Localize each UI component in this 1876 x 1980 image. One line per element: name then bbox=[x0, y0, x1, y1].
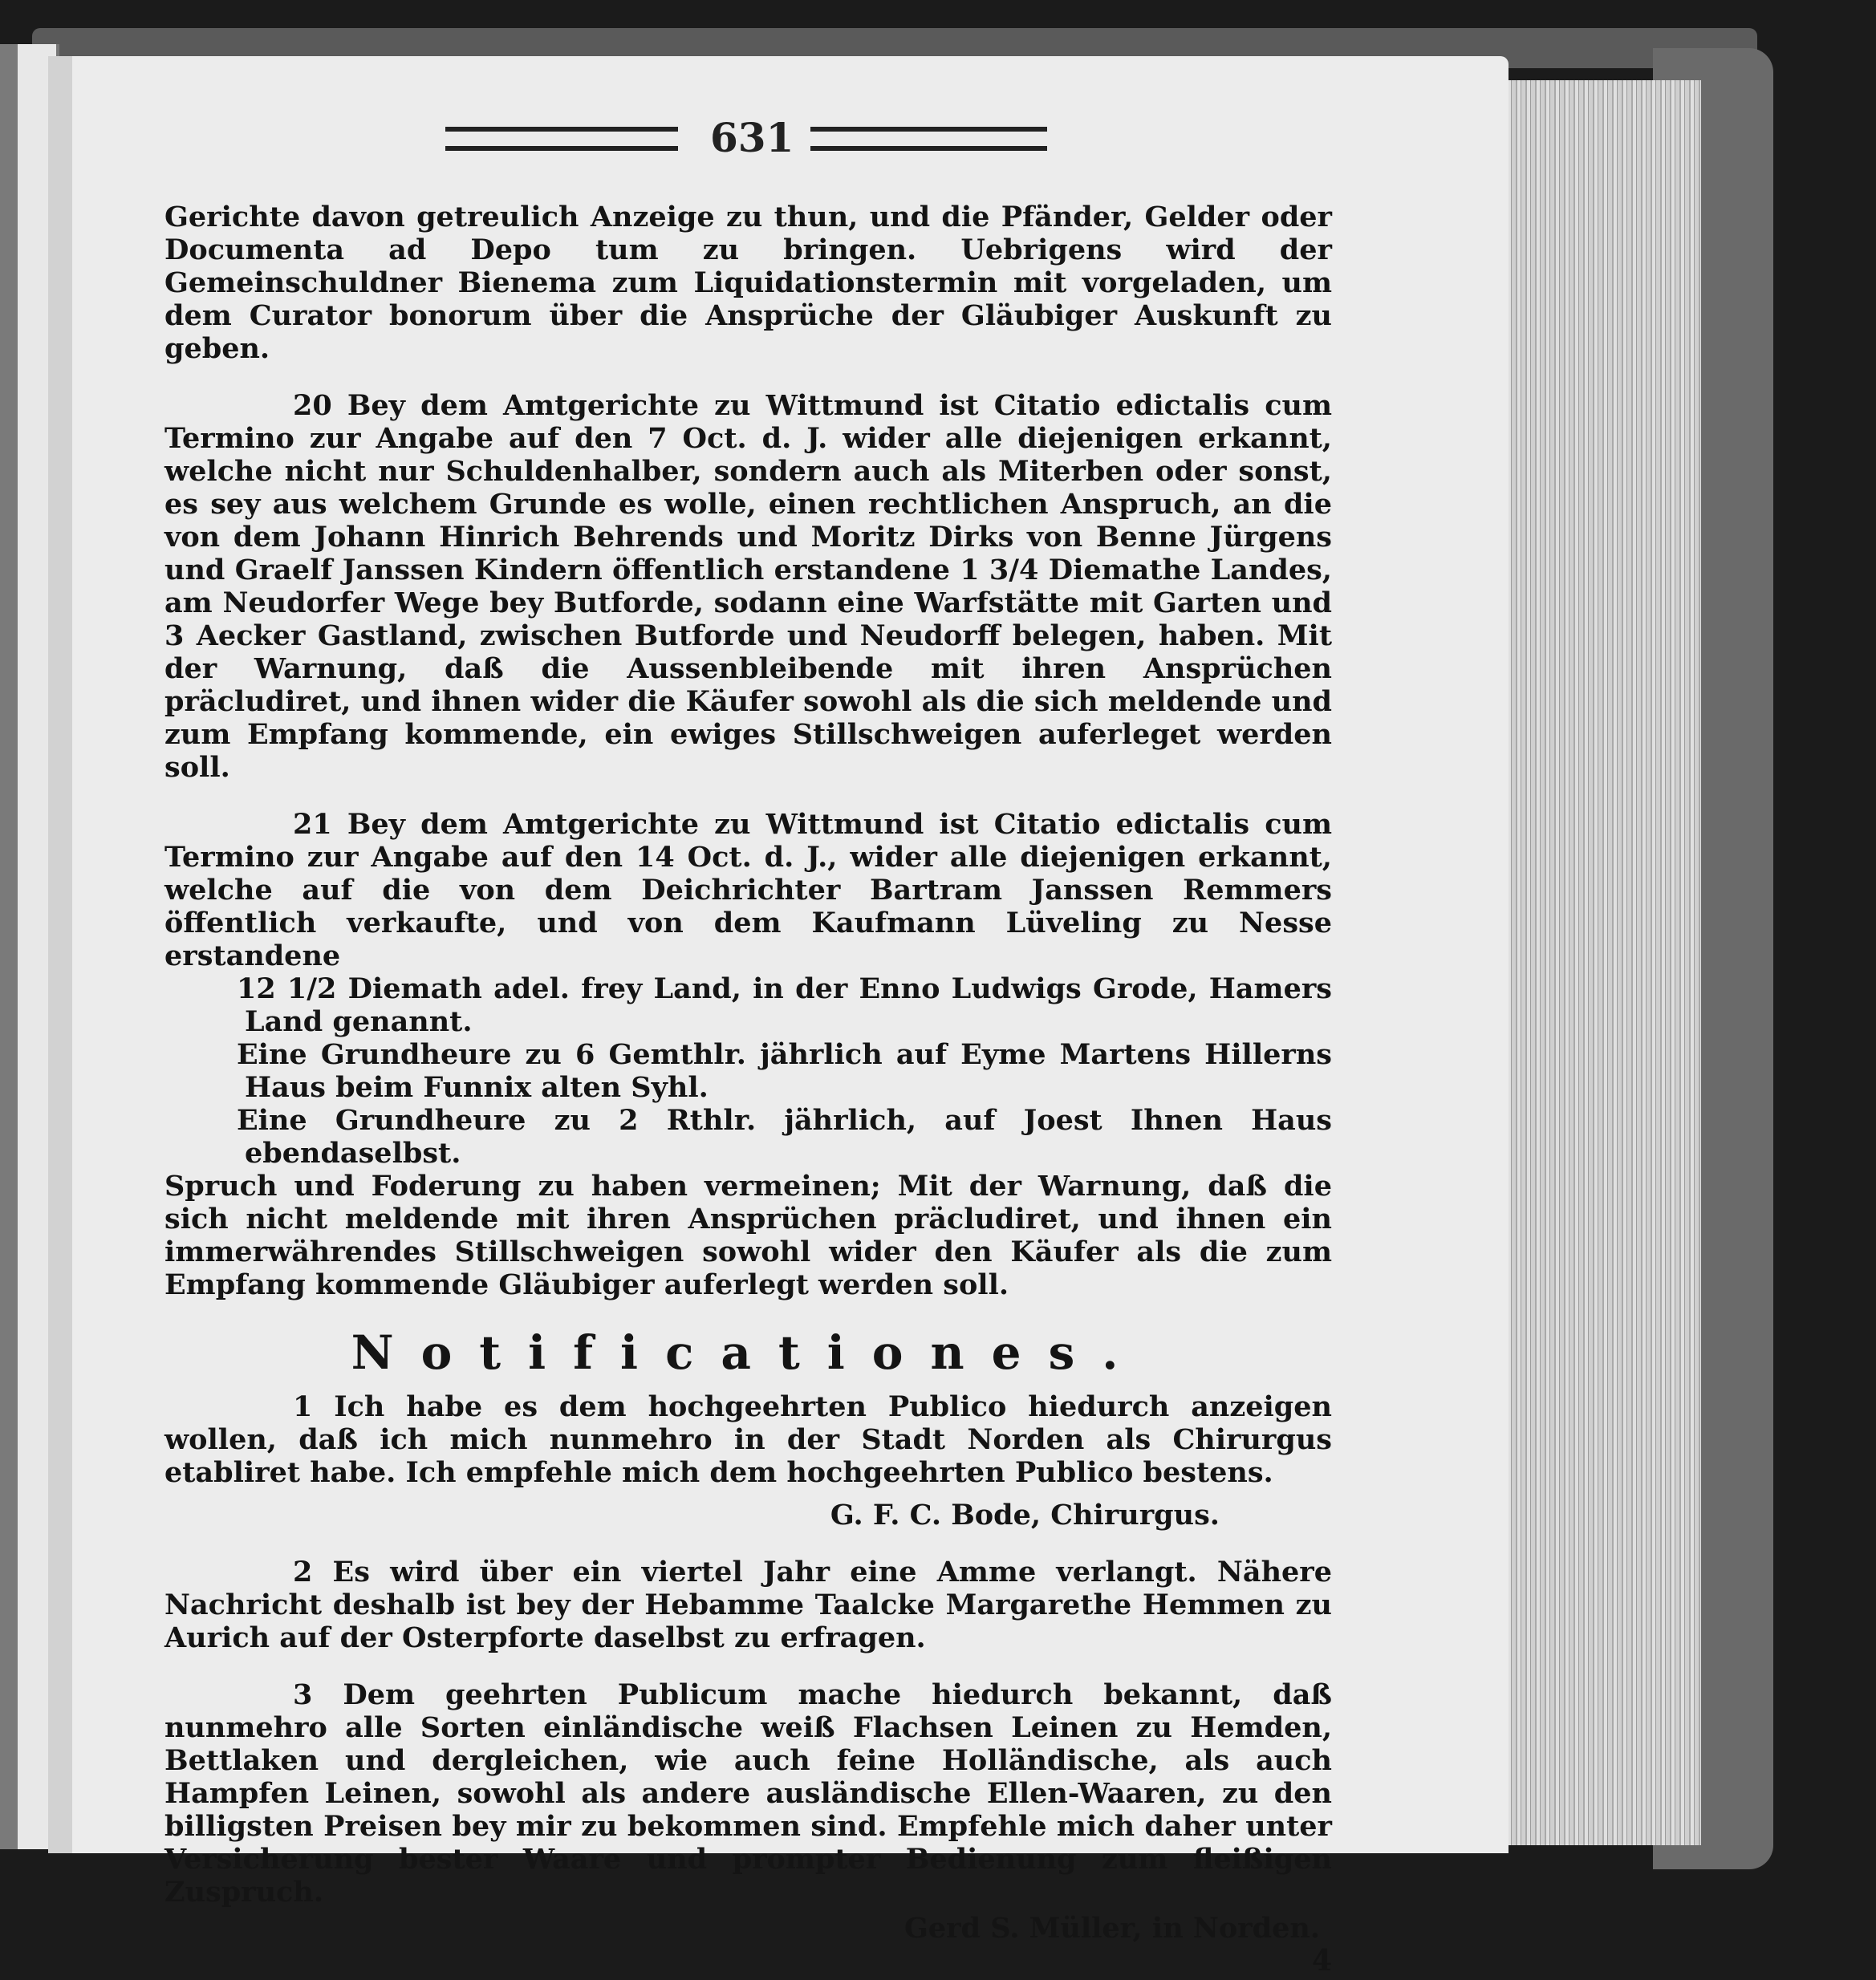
list-item: Eine Grundheure zu 6 Gemthlr. jährlich auf Eyme Martens Hillerns Haus beim Funnix alten Syhl. bbox=[237, 1038, 1332, 1104]
paragraph-21-closing: Spruch und Foderung zu haben vermeinen; Mit der Warnung, daß die sich nicht meldende mit ihren Ansprüchen präcludiret, und ihnen ein immerwährendes Stillschweigen sowohl wider den Käufer als die zum Empfang kommende Gläubiger auferlegt werden soll. bbox=[164, 1170, 1332, 1301]
page-number: 631 bbox=[710, 114, 794, 161]
paragraph-21: 21 Bey dem Amtgerichte zu Wittmund ist Citatio edictalis cum Termino zur Angabe auf den 14 Oct. d. J., wider alle diejenigen erkannt, welche auf die von dem Deichrichter Bartram Janssen Remmers öffentlich verkaufte, und von dem Kaufmann Lüveling zu Nesse erstandene bbox=[164, 808, 1332, 972]
notice-1: 1 Ich habe es dem hochgeehrten Publico hiedurch anzeigen wollen, daß ich mich nunmehro in der Stadt Norden als Chirurgus etabliret habe. Ich empfehle mich dem hochgeehrten Publico bestens. bbox=[164, 1390, 1332, 1489]
custos-catchword: 4 bbox=[1311, 1944, 1332, 1978]
facing-page-shadow bbox=[0, 44, 18, 1849]
section-heading: Notificationes. bbox=[351, 1325, 1146, 1380]
paragraph-20: 20 Bey dem Amtgerichte zu Wittmund ist Citatio edictalis cum Termino zur Angabe auf den 7 Oct. d. J. wider alle diejenigen erkannt, welche nicht nur Schuldenhalber, sondern auch als Miterben oder sonst, es sey aus welchem Grunde es wolle, einen rechtlichen Anspruch, an die von dem Johann Hinrich Behrends und Moritz Dirks von Benne Jürgens und Graelf Janssen Kindern öffentlich erstandene 1 3/4 Diemathe Landes, am Neudorfer Wege bey Butforde, sodann eine Warfstätte mit Garten und 3 Aecker Gastland, zwischen Butforde und Neudorff belegen, haben. Mit der Warnung, daß die Aussenbleibende mit ihren Ansprüchen präcludiret, und ihnen wider die Käufer sowohl als die sich meldende und zum Empfang kommende, ein ewiges Stillschweigen auferleget werden soll. bbox=[164, 389, 1332, 784]
paragraph-continuation: Gerichte davon getreulich Anzeige zu thun, und die Pfänder, Gelder oder Documenta ad Depo tum zu bringen. Uebrigens wird der Gemeinschuldner Bienema zum Liquidationstermin mit vorgeladen, um dem Curator bonorum über die Ansprüche der Gläubiger Auskunft zu geben. bbox=[164, 201, 1332, 365]
signature-mueller: Gerd S. Müller, in Norden. bbox=[903, 1912, 1320, 1945]
page-edges bbox=[1492, 80, 1701, 1845]
notice-2: 2 Es wird über ein viertel Jahr eine Amme verlangt. Nähere Nachricht deshalb ist bey der Hebamme Taalcke Margarethe Hemmen zu Aurich auf der Osterpforte daselbst zu erfragen. bbox=[164, 1556, 1332, 1654]
list-item: Eine Grundheure zu 2 Rthlr. jährlich, auf Joest Ihnen Haus ebendaselbst. bbox=[237, 1104, 1332, 1170]
page-gutter bbox=[48, 56, 72, 1853]
page-body bbox=[164, 201, 1332, 1978]
header-rule-right bbox=[810, 127, 1047, 151]
notice-3: 3 Dem geehrten Publicum mache hiedurch bekannt, daß nunmehro alle Sorten einländische weiß Flachsen Leinen zu Hemden, Bettlaken und dergleichen, wie auch feine Holländische, als auch Hampfen Leinen, sowohl als andere ausländische Ellen-Waaren, zu den billigsten Preisen bey mir zu bekommen sind. Empfehle mich daher unter Versicherung bester Waare und prompter Bedienung zum fleißigen Zuspruch. bbox=[164, 1678, 1332, 1909]
signature-bode: G. F. C. Bode, Chirurgus. bbox=[830, 1499, 1220, 1532]
header-rule-left bbox=[445, 127, 678, 151]
list-item: 12 1/2 Diemath adel. frey Land, in der Enno Ludwigs Grode, Hamers Land genannt. bbox=[237, 972, 1332, 1038]
